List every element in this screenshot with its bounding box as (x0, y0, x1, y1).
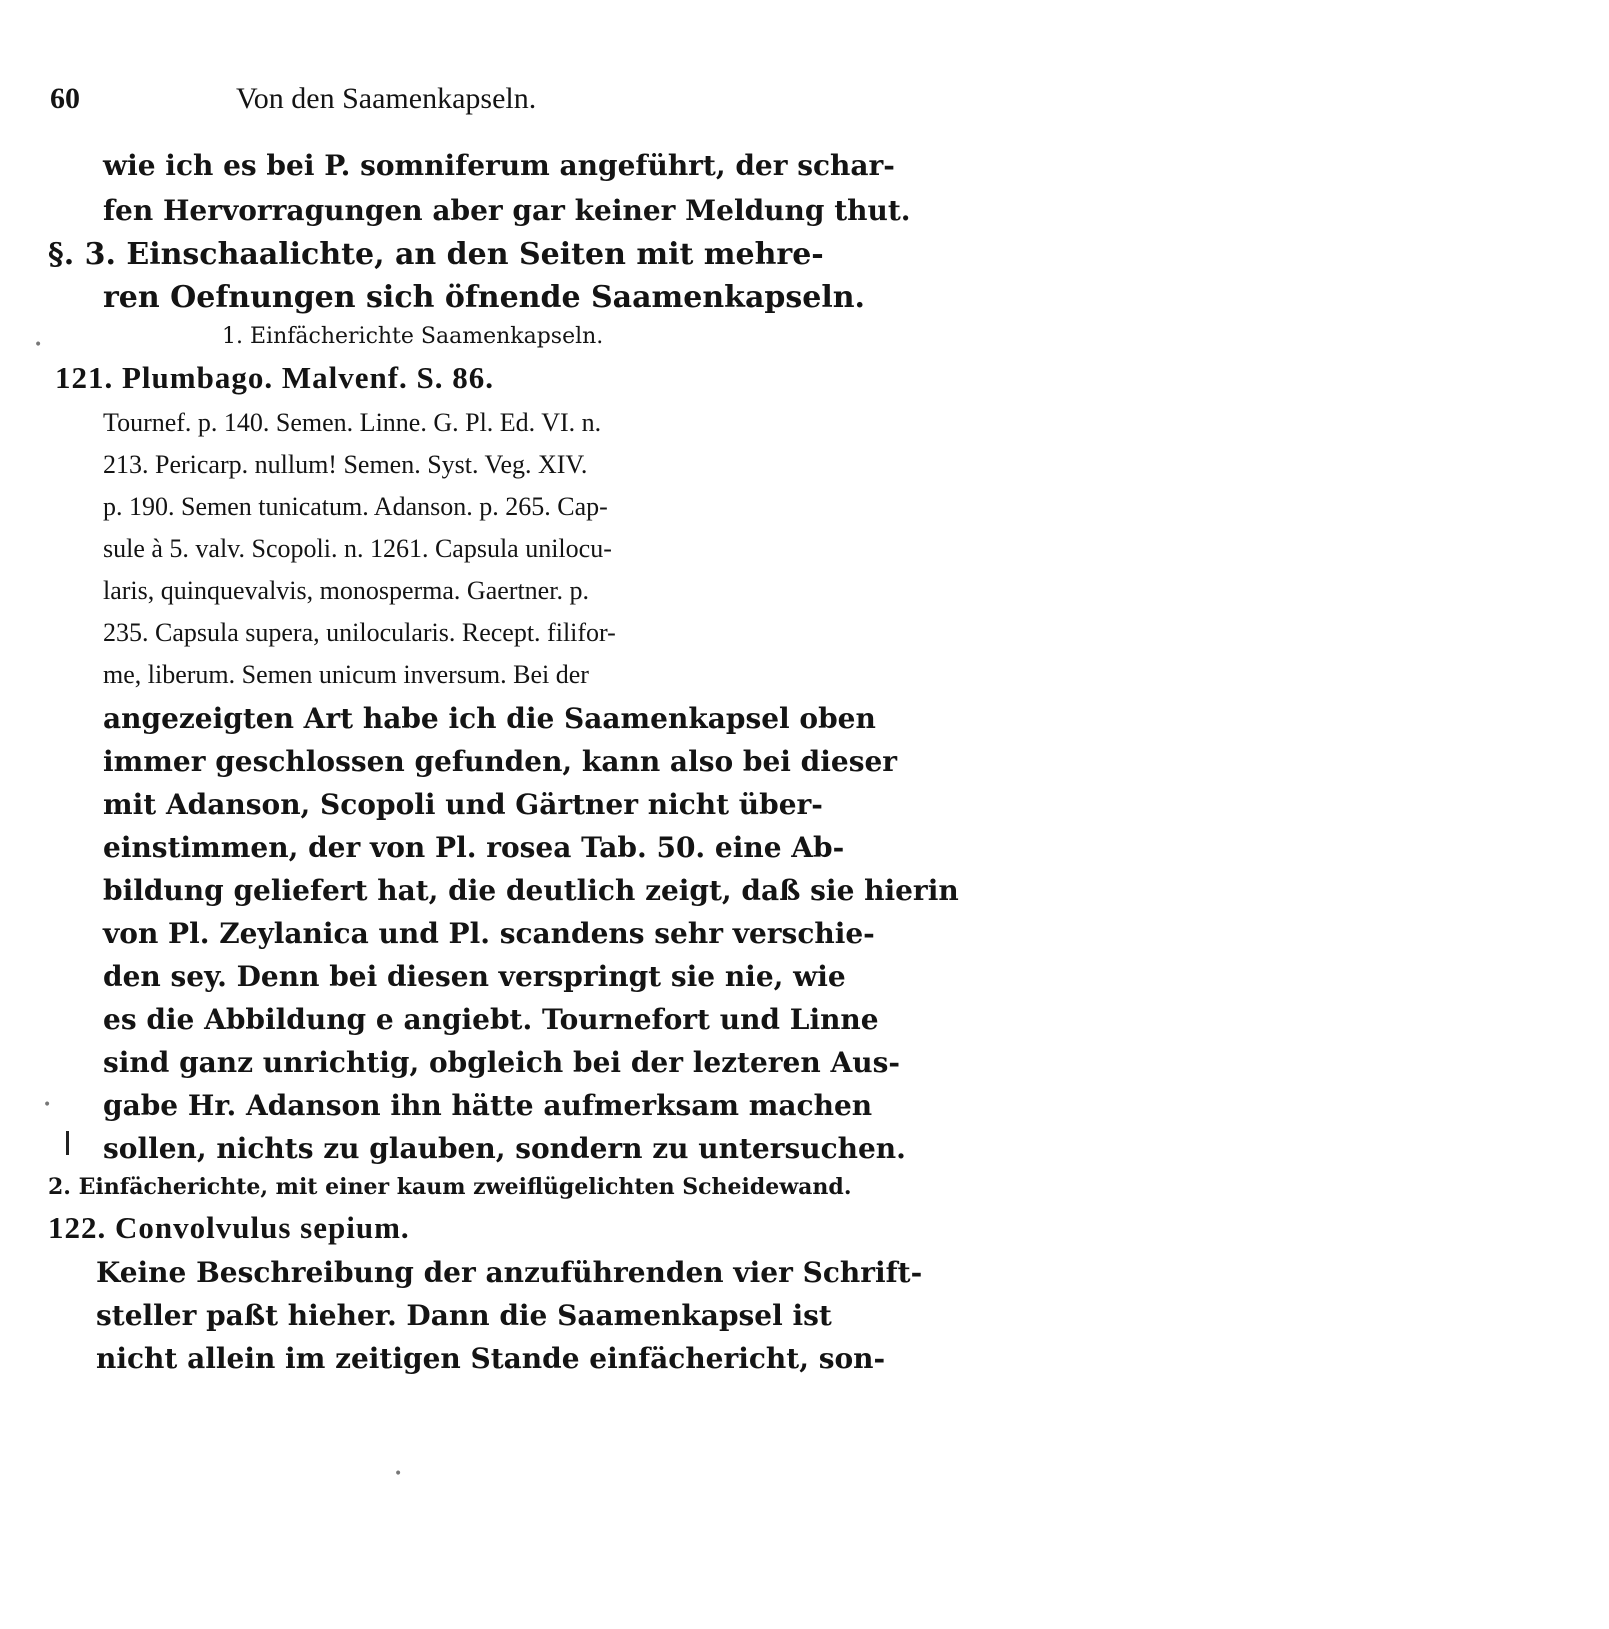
text-line-7: Tournef. p. 140. Semen. Linne. G. Pl. Ed. VI. n. (103, 408, 602, 437)
scan-speck: • (394, 1466, 403, 1482)
text-line-12: 235. Capsula supera, unilocularis. Recept. filifor- (103, 618, 616, 647)
scan-speck: • (43, 1097, 52, 1113)
section-heading-line-2: ren Oefnungen sich öfnende Saamenkapseln. (103, 280, 865, 315)
subsection-heading: 1. Einfächerichte Saamenkapseln. (222, 324, 604, 349)
text-line-23: gabe Hr. Adanson ihn hätte aufmerksam machen (103, 1089, 873, 1122)
text-line-10: sule à 5. valv. Scopoli. n. 1261. Capsula unilocu- (103, 534, 612, 563)
page-number: 60 (50, 82, 80, 115)
text-line-27: Keine Beschreibung der anzuführenden vier Schrift- (96, 1256, 923, 1289)
subsection-heading-2: 2. Einfächerichte, mit einer kaum zweiflügelichten Scheidewand. (48, 1174, 852, 1200)
text-line-15: immer geschlossen gefunden, kann also bei dieser (103, 745, 898, 778)
text-line-21: es die Abbildung e angiebt. Tournefort und Linne (103, 1003, 879, 1036)
text-line-20: den sey. Denn bei diesen verspringt sie nie, wie (103, 960, 846, 993)
scan-speck: • (34, 337, 43, 353)
entry-heading-convolvulus: 122. Convolvulus sepium. (48, 1210, 410, 1245)
text-line-24: sollen, nichts zu glauben, sondern zu untersuchen. (103, 1132, 906, 1165)
margin-mark (66, 1131, 69, 1155)
text-line-16: mit Adanson, Scopoli und Gärtner nicht über- (103, 788, 823, 821)
text-line-19: von Pl. Zeylanica und Pl. scandens sehr verschie- (103, 917, 875, 950)
running-title: Von den Saamenkapseln. (236, 82, 537, 115)
text-line-13: me, liberum. Semen unicum inversum. Bei der (103, 660, 589, 689)
text-line-9: p. 190. Semen tunicatum. Adanson. p. 265. Cap- (103, 492, 608, 521)
text-line-2: fen Hervorragungen aber gar keiner Meldung thut. (103, 194, 911, 227)
entry-heading-plumbago: 121. Plumbago. Malvenf. S. 86. (55, 360, 495, 395)
section-heading-line-1: §. 3. Einschaalichte, an den Seiten mit mehre- (48, 237, 824, 272)
text-line-11: laris, quinquevalvis, monosperma. Gaertner. p. (103, 576, 589, 605)
text-line-18: bildung geliefert hat, die deutlich zeigt, daß sie hierin (103, 874, 959, 907)
text-line-29: nicht allein im zeitigen Stande einfächericht, son- (96, 1342, 886, 1375)
text-line-17: einstimmen, der von Pl. rosea Tab. 50. eine Ab- (103, 831, 845, 864)
text-line-28: steller paßt hieher. Dann die Saamenkapsel ist (96, 1299, 832, 1332)
text-line-1: wie ich es bei P. somniferum angeführt, der schar- (103, 149, 895, 182)
text-line-22: sind ganz unrichtig, obgleich bei der lezteren Aus- (103, 1046, 900, 1079)
text-line-14: angezeigten Art habe ich die Saamenkapsel oben (103, 702, 876, 735)
text-line-8: 213. Pericarp. nullum! Semen. Syst. Veg. XIV. (103, 450, 588, 479)
